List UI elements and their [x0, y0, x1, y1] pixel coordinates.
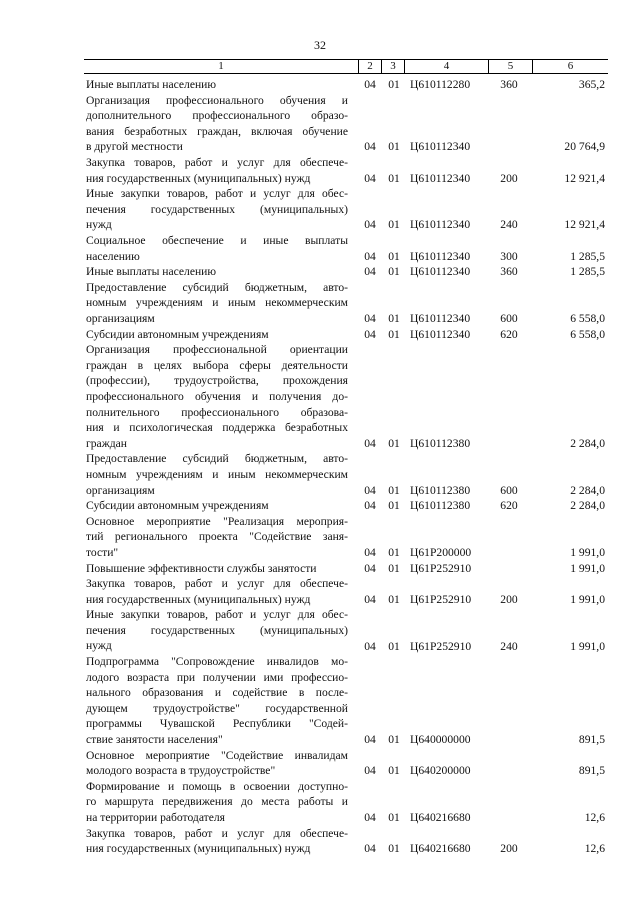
row-c6: 1 285,5: [570, 265, 605, 279]
row-c6: 1 991,0: [570, 561, 605, 575]
row-name-line: программы Чувашской Республики "Содей-: [86, 717, 348, 731]
row-name-line: на территории работодателя: [86, 811, 226, 825]
row-c5: 200: [500, 842, 518, 856]
row-c3: 01: [388, 483, 400, 497]
row-c4: Ц640216680: [410, 811, 471, 825]
table-body: [0, 77, 640, 857]
row-name: [86, 186, 348, 233]
row-name-line: населению: [86, 249, 140, 263]
row-c6: 365,2: [578, 78, 605, 91]
row-name-line: Организация профессионального обучения и: [86, 93, 348, 107]
row-c3: 01: [388, 811, 400, 825]
row-name-line: профессионального обучения и получения до-: [86, 389, 348, 403]
row-c5: 360: [500, 265, 518, 279]
row-name-line: Предоставление субсидий бюджетным, авто-: [86, 280, 348, 294]
row-c4: Ц610112340: [410, 140, 471, 154]
row-name-line: Иные выплаты населению: [86, 78, 217, 91]
row-c2: 04: [364, 764, 376, 778]
row-c6: 1 991,0: [570, 545, 605, 559]
row-name-line: Субсидии автономным учреждениям: [86, 499, 269, 513]
row-c4: Ц610112340: [410, 327, 471, 341]
table-row: [0, 498, 640, 514]
row-name-line: номным учреждениям и иным некоммерческим: [86, 467, 348, 481]
row-c4: Ц610112340: [410, 249, 471, 263]
row-c6: 2 284,0: [570, 499, 605, 513]
row-c4: Ц640000000: [410, 733, 471, 747]
header-col-4: 4: [404, 60, 488, 73]
row-name-line: (профессии), трудоустройства, прохождения: [86, 374, 348, 388]
table-row: [0, 654, 640, 748]
row-name-line: Предоставление субсидий бюджетным, авто-: [86, 452, 348, 466]
row-c5: 600: [500, 483, 518, 497]
row-name-line: дующем трудоустройстве" государственной: [86, 701, 348, 715]
row-name: [86, 498, 348, 514]
row-name-line: молодого возраста в трудоустройстве": [86, 764, 276, 778]
row-name: [86, 514, 348, 561]
row-name-line: ния государственных (муниципальных) нужд: [86, 592, 311, 606]
table-row: [0, 514, 640, 561]
row-c5: 200: [500, 171, 518, 185]
row-name-line: Основное мероприятие "Реализация мероприя-: [86, 514, 348, 528]
row-c5: 200: [500, 592, 518, 606]
table-row: [0, 779, 640, 826]
row-name-line: Социальное обеспечение и иные выплаты: [86, 233, 348, 247]
row-c2: 04: [364, 842, 376, 856]
row-name: [86, 451, 348, 498]
row-c2: 04: [364, 78, 376, 91]
row-c6: 1 991,0: [570, 639, 605, 653]
row-c3: 01: [388, 545, 400, 559]
row-name-line: нального образования и содействие в после-: [86, 686, 348, 700]
row-name-line: Формирование и помощь в освоении доступно-: [86, 779, 348, 793]
table-row: [0, 280, 640, 327]
row-c3: 01: [388, 218, 400, 232]
row-c2: 04: [364, 265, 376, 279]
table-row: [0, 93, 640, 155]
page-number: 32: [314, 38, 326, 52]
row-c3: 01: [388, 592, 400, 606]
row-c3: 01: [388, 171, 400, 185]
row-c3: 01: [388, 327, 400, 341]
row-name: [86, 264, 348, 280]
row-name: [86, 342, 348, 451]
row-name-line: Повышение эффективности службы занятости: [86, 561, 317, 575]
row-c6: 12,6: [584, 842, 605, 856]
row-c6: 2 284,0: [570, 436, 605, 450]
row-c3: 01: [388, 311, 400, 325]
row-c4: Ц61Р252910: [410, 561, 472, 575]
row-name-line: номным учреждениям и иным некоммерческим: [86, 296, 348, 310]
row-c4: Ц61Р200000: [410, 545, 472, 559]
row-name-line: граждан в целях выбора сферы деятельности: [86, 358, 348, 372]
row-c6: 6 558,0: [570, 327, 605, 341]
row-c4: Ц610112380: [410, 483, 471, 497]
row-c5: 300: [500, 249, 518, 263]
row-c4: Ц610112340: [410, 265, 471, 279]
row-c2: 04: [364, 545, 376, 559]
row-name-line: полнительного профессионального образова-: [86, 405, 348, 419]
row-c2: 04: [364, 811, 376, 825]
row-name: [86, 280, 348, 327]
row-name: [86, 826, 348, 857]
row-name-line: Основное мероприятие "Содействие инвалидам: [86, 748, 348, 762]
row-name-line: граждан: [86, 436, 127, 450]
row-c3: 01: [388, 249, 400, 263]
row-name-line: дополнительного профессионального образо-: [86, 109, 348, 123]
row-name: [86, 233, 348, 264]
row-c2: 04: [364, 639, 376, 653]
table-row: [0, 748, 640, 779]
row-c2: 04: [364, 483, 376, 497]
row-c6: 1 285,5: [570, 249, 605, 263]
header-col-6: 6: [532, 60, 608, 73]
row-c4: Ц610112380: [410, 499, 471, 513]
row-name-line: лодого возраста при получении ими профессио-: [86, 670, 348, 684]
row-c6: 2 284,0: [570, 483, 605, 497]
row-c6: 12 921,4: [564, 218, 605, 232]
row-c4: Ц61Р252910: [410, 639, 472, 653]
row-name-line: Иные закупки товаров, работ и услуг для обес-: [86, 608, 348, 622]
table-header: [84, 59, 608, 74]
row-name-line: Закупка товаров, работ и услуг для обеспече-: [86, 577, 348, 591]
row-name: [86, 155, 348, 186]
row-c4: Ц610112280: [410, 78, 471, 91]
row-c2: 04: [364, 733, 376, 747]
row-name-line: Иные закупки товаров, работ и услуг для обес-: [86, 187, 348, 201]
row-c2: 04: [364, 436, 376, 450]
row-c5: 360: [500, 78, 518, 91]
row-name: [86, 327, 348, 343]
row-c3: 01: [388, 78, 400, 91]
row-name-line: ния и психологическая поддержка безработных: [86, 421, 348, 435]
row-c3: 01: [388, 842, 400, 856]
row-name-line: Закупка товаров, работ и услуг для обеспече-: [86, 826, 348, 840]
header-col-3: 3: [381, 60, 404, 73]
table-row: [0, 77, 640, 93]
row-c4: Ц610112340: [410, 171, 471, 185]
row-name-line: Закупка товаров, работ и услуг для обеспече-: [86, 155, 348, 169]
table-row: [0, 561, 640, 577]
row-c2: 04: [364, 327, 376, 341]
row-name-line: организациям: [86, 311, 155, 325]
header-col-5: 5: [488, 60, 532, 73]
table-row: [0, 155, 640, 186]
row-name: [86, 779, 348, 826]
table-row: [0, 233, 640, 264]
row-c2: 04: [364, 592, 376, 606]
row-c4: Ц640216680: [410, 842, 471, 856]
row-name: [86, 576, 348, 607]
row-c5: 600: [500, 311, 518, 325]
row-c2: 04: [364, 561, 376, 575]
row-c6: 1 991,0: [570, 592, 605, 606]
row-c3: 01: [388, 733, 400, 747]
row-name-line: нужд: [86, 218, 112, 232]
row-c3: 01: [388, 764, 400, 778]
row-c2: 04: [364, 499, 376, 513]
header-col-1: 1: [218, 60, 224, 72]
row-c5: 240: [500, 218, 518, 232]
table-row: [0, 327, 640, 343]
row-name: [86, 93, 348, 155]
row-name-line: го маршрута передвижения до места работы и: [86, 795, 348, 809]
row-name-line: печения государственных (муниципальных): [86, 202, 348, 216]
row-c3: 01: [388, 561, 400, 575]
table-row: [0, 451, 640, 498]
row-c6: 891,5: [578, 764, 605, 778]
row-c3: 01: [388, 436, 400, 450]
row-name-line: ния государственных (муниципальных) нужд: [86, 171, 311, 185]
row-c2: 04: [364, 311, 376, 325]
row-name-line: в другой местности: [86, 140, 183, 154]
table-row: [0, 576, 640, 607]
row-c4: Ц640200000: [410, 764, 471, 778]
row-c4: Ц610112380: [410, 436, 471, 450]
row-c2: 04: [364, 140, 376, 154]
row-name-line: организациям: [86, 483, 155, 497]
row-c6: 20 764,9: [564, 140, 605, 154]
row-c3: 01: [388, 639, 400, 653]
row-c6: 6 558,0: [570, 311, 605, 325]
row-name: [86, 77, 348, 93]
table-row: [0, 826, 640, 857]
row-c2: 04: [364, 171, 376, 185]
row-c2: 04: [364, 249, 376, 263]
row-name: [86, 561, 348, 577]
row-c2: 04: [364, 218, 376, 232]
row-name-line: печения государственных (муниципальных): [86, 623, 348, 637]
row-c3: 01: [388, 499, 400, 513]
row-name-line: вания безработных граждан, включая обучение: [86, 124, 348, 138]
row-name-line: тий регионального проекта "Содействие заня-: [86, 530, 348, 544]
row-c5: 240: [500, 639, 518, 653]
row-c5: 620: [500, 499, 518, 513]
row-c3: 01: [388, 265, 400, 279]
row-name: [86, 607, 348, 654]
row-c4: Ц610112340: [410, 311, 471, 325]
header-col-2: 2: [358, 60, 381, 73]
row-c3: 01: [388, 140, 400, 154]
table-row: [0, 342, 640, 451]
row-name-line: ния государственных (муниципальных) нужд: [86, 842, 311, 856]
row-c4: Ц610112340: [410, 218, 471, 232]
row-name-line: нужд: [86, 639, 112, 653]
row-c6: 12,6: [584, 811, 605, 825]
table-row: [0, 264, 640, 280]
row-name: [86, 748, 348, 779]
row-name: [86, 654, 348, 748]
row-c4: Ц61Р252910: [410, 592, 472, 606]
row-c5: 620: [500, 327, 518, 341]
table-row: [0, 607, 640, 654]
row-c6: 12 921,4: [564, 171, 605, 185]
row-name-line: тости": [86, 545, 119, 559]
row-name-line: Субсидии автономным учреждениям: [86, 327, 269, 341]
row-name-line: Иные выплаты населению: [86, 265, 217, 279]
row-name-line: Подпрограмма "Сопровождение инвалидов мо-: [86, 655, 348, 669]
table-row: [0, 186, 640, 233]
row-name-line: ствие занятости населения": [86, 733, 223, 747]
row-name-line: Организация профессиональной ориентации: [86, 343, 348, 357]
row-c6: 891,5: [578, 733, 605, 747]
